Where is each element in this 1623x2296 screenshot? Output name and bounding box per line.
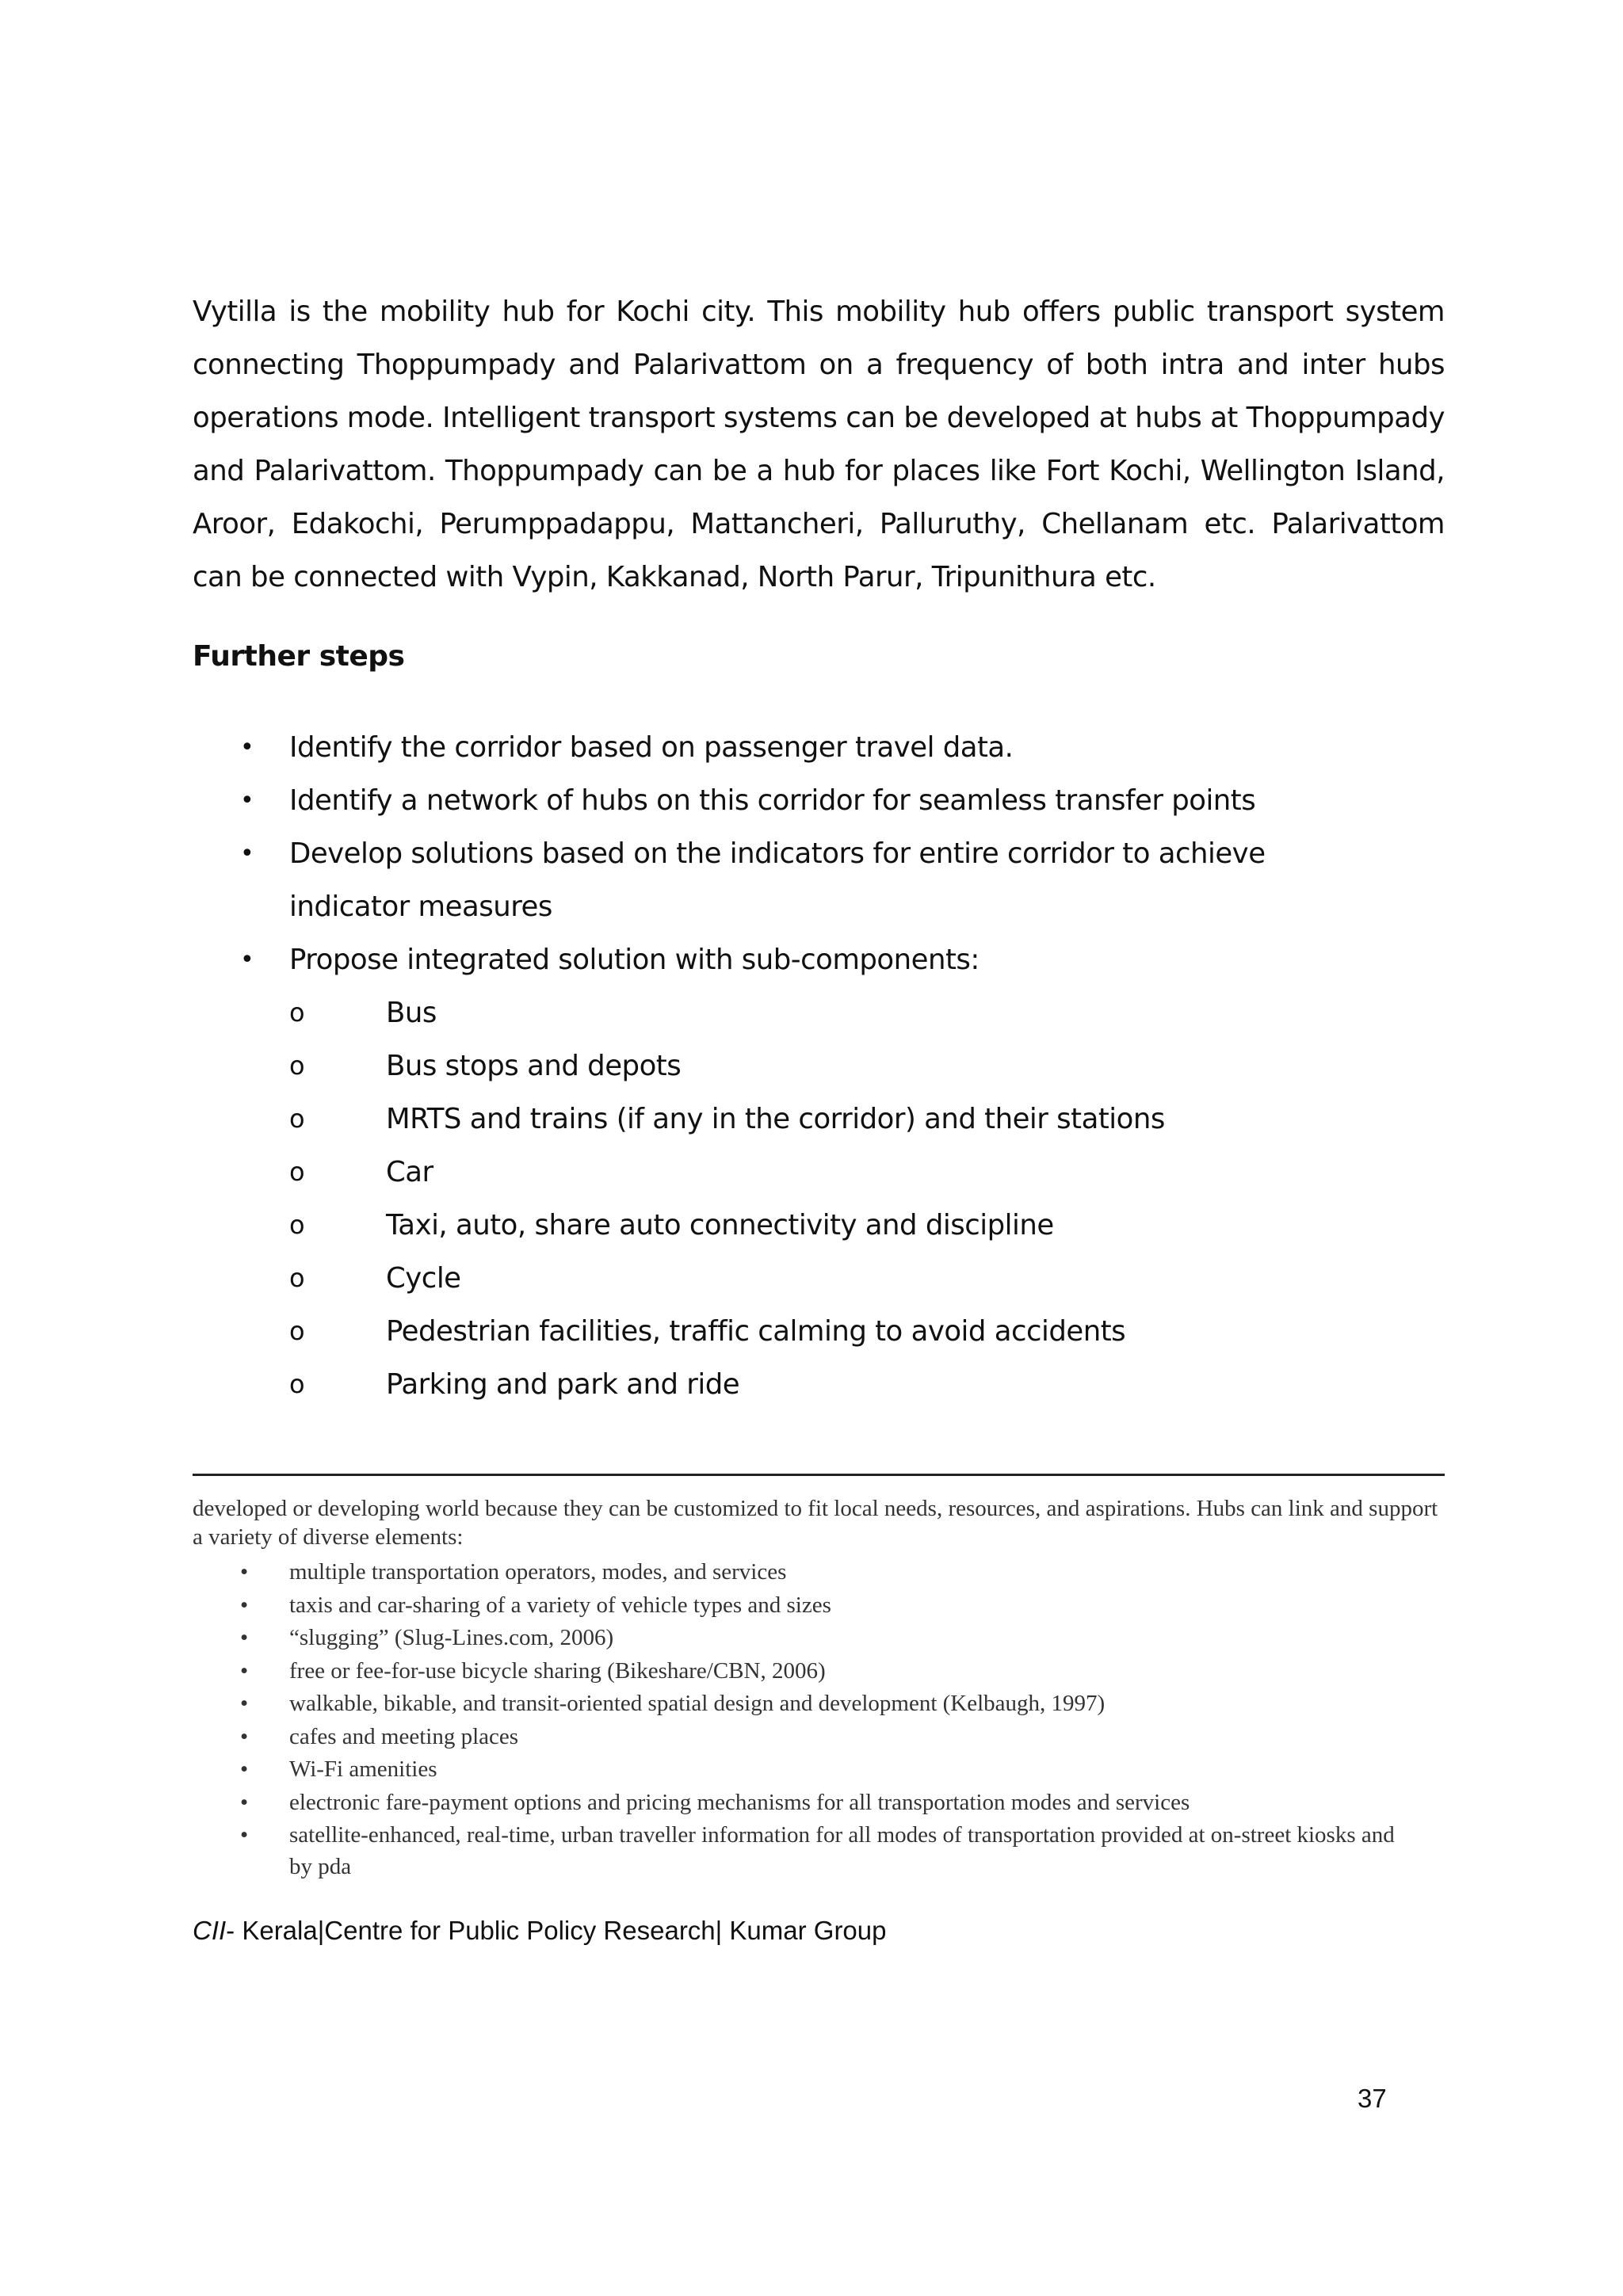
bullet-icon: • — [240, 840, 254, 868]
bullet-icon: • — [240, 734, 254, 761]
list-item — [193, 933, 1445, 1411]
list-item — [193, 1787, 1445, 1820]
sub-list-item — [289, 986, 1445, 1039]
bullet-icon: • — [240, 1625, 249, 1650]
list-item — [193, 1589, 1445, 1623]
sub-item-text: Parking and park and ride — [386, 1368, 740, 1401]
sub-list-item — [289, 1093, 1445, 1146]
section-heading: Further steps — [193, 640, 405, 673]
list-item — [193, 1655, 1445, 1688]
footnote-item-text: cafes and meeting places — [289, 1723, 519, 1749]
sub-list-item — [289, 1305, 1445, 1358]
footnote-item-text: satellite-enhanced, real-time, urban traveller information for all modes of transportation provided at on-street kiosks and by pda — [289, 1822, 1395, 1879]
step-text: Identify the corridor based on passenger travel data. — [289, 731, 1014, 764]
bullet-icon: • — [240, 787, 254, 814]
footnote-item-text: multiple transportation operators, modes, and services — [289, 1559, 787, 1585]
footnote-list — [193, 1556, 1445, 1882]
footnote-item-text: taxis and car-sharing of a variety of vehicle types and sizes — [289, 1592, 831, 1618]
footnote-item-text: Wi-Fi amenities — [289, 1756, 437, 1782]
list-item — [193, 827, 1351, 933]
further-steps-list — [193, 721, 1445, 1411]
circle-bullet-icon: o — [289, 1157, 305, 1187]
list-item — [193, 1753, 1445, 1787]
sub-list-item — [289, 1199, 1445, 1252]
bullet-icon: • — [240, 1691, 249, 1716]
bullet-icon: • — [240, 1756, 249, 1782]
page-number: 37 — [1358, 2084, 1387, 2113]
step-text: Develop solutions based on the indicators for entire corridor to achieve indicator measures — [289, 837, 1266, 923]
circle-bullet-icon: o — [289, 1051, 305, 1081]
footnote-item-text: “slugging” (Slug-Lines.com, 2006) — [289, 1625, 614, 1650]
page-footer — [193, 1916, 887, 1946]
list-item — [193, 1556, 1445, 1589]
list-item — [193, 721, 1445, 774]
bullet-icon: • — [240, 1592, 249, 1618]
sub-item-text: Pedestrian facilities, traffic calming to avoid accidents — [386, 1315, 1126, 1348]
sub-list-item — [289, 1039, 1445, 1093]
list-item — [193, 1721, 1445, 1754]
circle-bullet-icon: o — [289, 997, 305, 1028]
bullet-icon: • — [240, 1822, 249, 1848]
sub-item-text: Bus — [386, 997, 437, 1029]
circle-bullet-icon: o — [289, 1104, 305, 1134]
step-text: Identify a network of hubs on this corridor for seamless transfer points — [289, 784, 1256, 817]
sub-components-list — [289, 986, 1445, 1411]
list-item — [193, 1622, 1445, 1655]
bullet-icon: • — [240, 1657, 249, 1684]
sub-item-text: Cycle — [386, 1262, 461, 1295]
bullet-icon: • — [240, 1559, 249, 1585]
intro-paragraph: Vytilla is the mobility hub for Kochi city. This mobility hub offers public transport system connecting Thoppumpady and Palarivattom on a frequency of both intra and inter hubs operations mode. Intelligent transport systems can be developed at hubs at Thoppumpady and Palarivattom. Thoppumpady can be a hub for places like Fort Kochi, Wellington Island, Aroor, Edakochi, Perumppadappu, Mattancheri, Palluruthy, Chellanam etc. Palarivattom can be connected with Vypin, Kakkanad, North Parur, Tripunithura etc. — [193, 296, 1445, 593]
list-item — [193, 1688, 1445, 1721]
footnote-text: developed or developing world because they can be customized to fit local needs, resources, and aspirations. Hubs can link and support a variety of diverse elements: — [193, 1496, 1438, 1550]
circle-bullet-icon: o — [289, 1369, 305, 1399]
footnote-divider — [193, 1474, 1445, 1476]
sub-item-text: Car — [386, 1156, 433, 1188]
sub-item-text: MRTS and trains (if any in the corridor) and their stations — [386, 1103, 1165, 1135]
circle-bullet-icon: o — [289, 1316, 305, 1346]
list-item — [193, 1819, 1415, 1882]
footer-org-italic: CII — [193, 1916, 227, 1945]
step-text: Propose integrated solution with sub-components: — [289, 944, 980, 976]
sub-item-text: Bus stops and depots — [386, 1050, 682, 1082]
sub-item-text: Taxi, auto, share auto connectivity and discipline — [386, 1209, 1054, 1241]
footer-org-rest: - Kerala|Centre for Public Policy Research| Kumar Group — [226, 1916, 887, 1945]
circle-bullet-icon: o — [289, 1263, 305, 1293]
list-item — [193, 774, 1445, 827]
footnote-item-text: walkable, bikable, and transit-oriented spatial design and development (Kelbaugh, 1997) — [289, 1691, 1106, 1716]
bullet-icon: • — [240, 1789, 249, 1815]
bullet-icon: • — [240, 1723, 249, 1749]
bullet-icon: • — [240, 946, 254, 974]
sub-list-item — [289, 1252, 1445, 1305]
sub-list-item — [289, 1358, 1445, 1411]
sub-list-item — [289, 1146, 1445, 1199]
footnote-item-text: free or fee-for-use bicycle sharing (Bikeshare/CBN, 2006) — [289, 1657, 826, 1684]
footnote-item-text: electronic fare-payment options and pricing mechanisms for all transportation modes and services — [289, 1789, 1190, 1815]
circle-bullet-icon: o — [289, 1210, 305, 1240]
